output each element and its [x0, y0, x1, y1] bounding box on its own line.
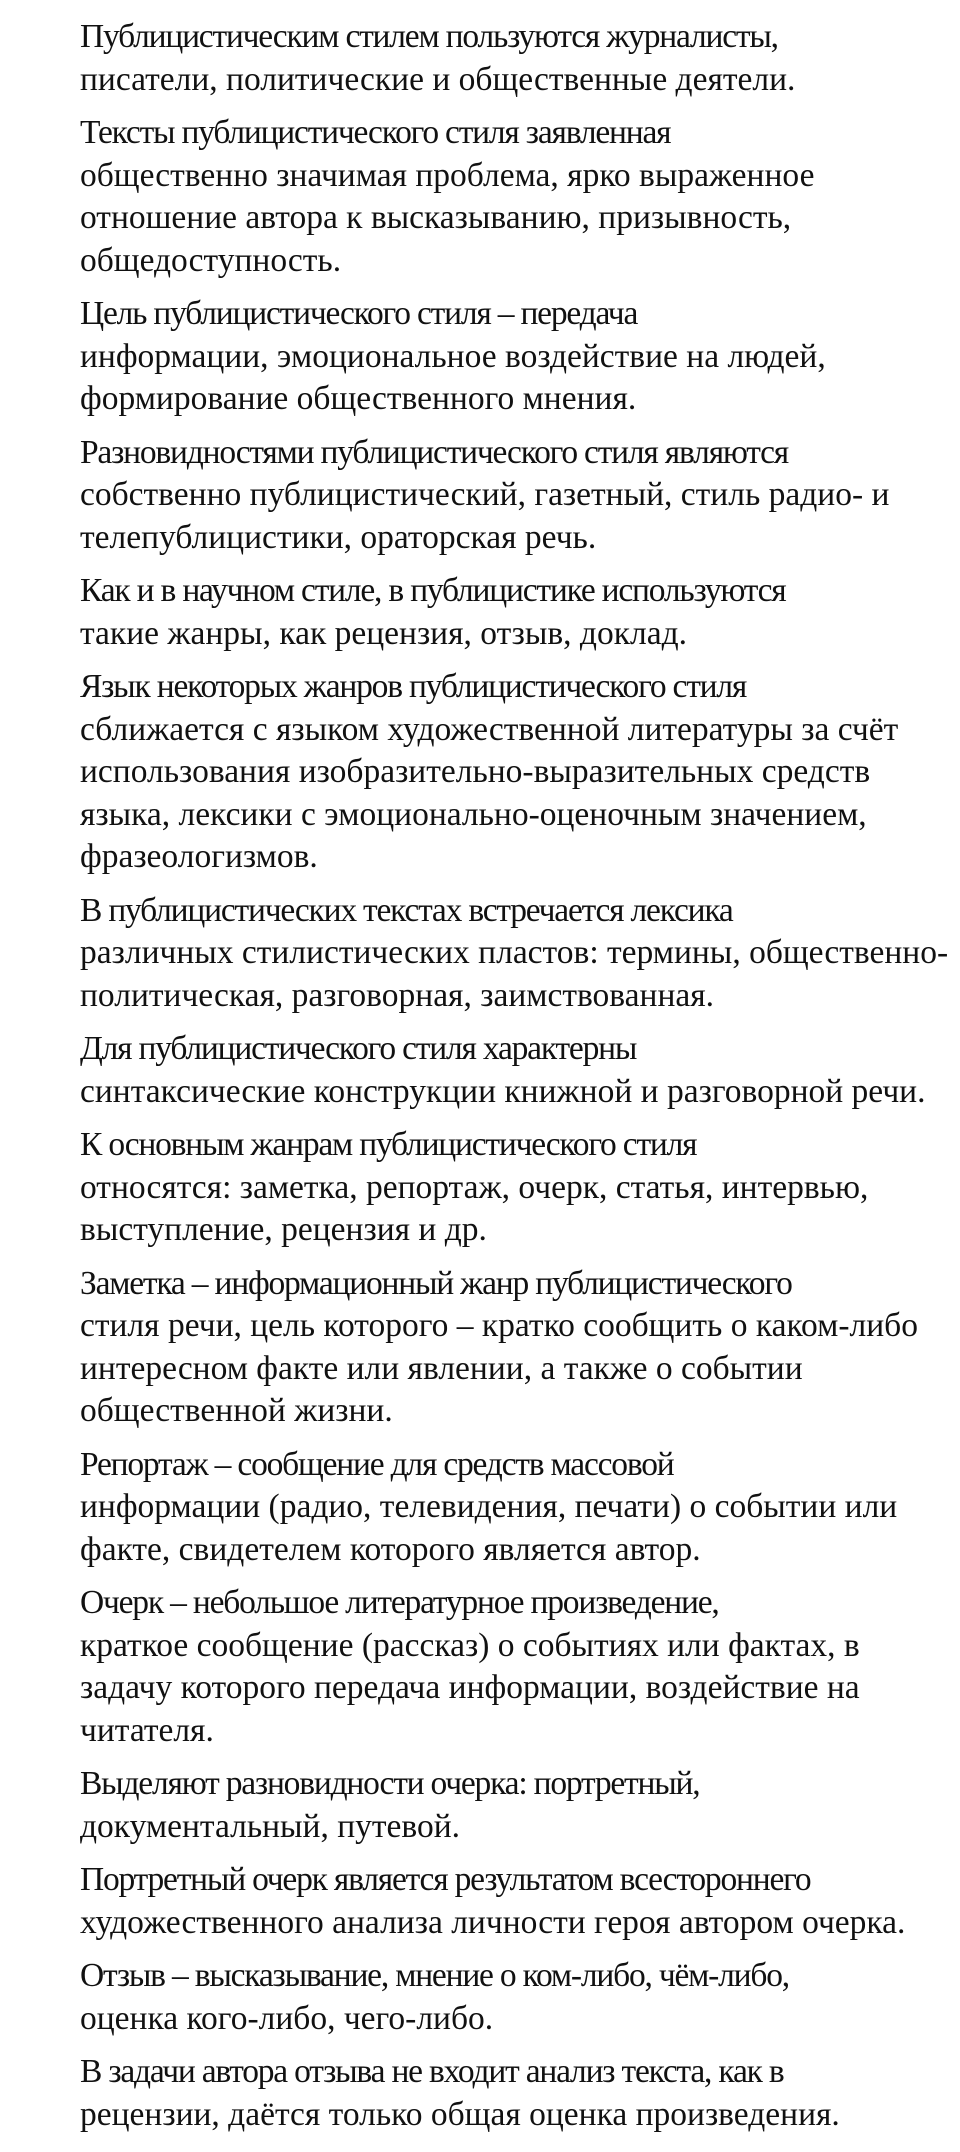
- text-line: телепублицистики, ораторская речь.: [80, 518, 597, 556]
- paragraph: [6, 1582, 954, 1752]
- text-line: рецензии, даётся только общая оценка произведения.: [80, 2095, 840, 2133]
- text-line: выступление, рецензия и др.: [80, 1211, 487, 1248]
- paragraph: [6, 1763, 954, 1848]
- paragraph: [6, 293, 954, 421]
- text-line: читателя.: [80, 1711, 214, 1749]
- text-line: задачу которого передача информации, воздействие на: [80, 1669, 860, 1706]
- text-line: интересном факте или явлении, а также о событии: [80, 1349, 803, 1387]
- text-line: краткое сообщение (рассказ) о событиях или фактах, в: [80, 1626, 860, 1664]
- text-line: Публицистическим стилем пользуются журналисты,: [80, 18, 778, 55]
- text-line: сближается с языком художественной литературы за счёт: [80, 710, 899, 748]
- text-line: относятся: заметка, репортаж, очерк, статья, интервью,: [80, 1168, 869, 1206]
- text-line: Отзыв – высказывание, мнение о ком-либо, чём-либо,: [80, 1957, 789, 1994]
- text-line: информации, эмоциональное воздействие на людей,: [80, 337, 826, 375]
- paragraph: [6, 1444, 954, 1572]
- text-line: К основным жанрам публицистического стиля: [80, 1126, 697, 1163]
- text-line: писатели, политические и общественные деятели.: [80, 60, 796, 98]
- paragraph: [6, 432, 954, 560]
- text-line: политическая, разговорная, заимствованная.: [80, 976, 715, 1014]
- text-line: использования изобразительно-выразительных средств: [80, 753, 871, 790]
- text-line: Для публицистического стиля характерны: [80, 1030, 637, 1067]
- text-line: Очерк – небольшое литературное произведение,: [80, 1584, 719, 1621]
- text-line: документальный, путевой.: [80, 1807, 461, 1845]
- paragraph: [6, 890, 954, 1018]
- text-line: Выделяют разновидности очерка: портретный,: [80, 1765, 700, 1802]
- text-line: языка, лексики с эмоционально-оценочным значением,: [80, 795, 867, 833]
- paragraph: [6, 570, 954, 655]
- text-line: художественного анализа личности героя автором очерка.: [80, 1903, 906, 1941]
- text-line: оценка кого-либо, чего-либо.: [80, 1999, 494, 2037]
- text-line: отношение автора к высказыванию, призывность,: [80, 199, 792, 236]
- text-line: различных стилистических пластов: термины, общественно-: [80, 934, 949, 971]
- text-line: Цель публицистического стиля – передача: [80, 295, 638, 332]
- text-line: Тексты публицистического стиля заявленная: [80, 114, 671, 151]
- paragraph: [6, 16, 954, 101]
- text-line: Портретный очерк является результатом всестороннего: [80, 1861, 811, 1898]
- text-line: Как и в научном стиле, в публицистике используются: [80, 572, 786, 609]
- paragraph: [6, 1955, 954, 2040]
- text-line: общедоступность.: [80, 241, 342, 279]
- text-line: собственно публицистический, газетный, стиль радио- и: [80, 476, 890, 513]
- text-line: такие жанры, как рецензия, отзыв, доклад.: [80, 614, 688, 652]
- text-line: общественной жизни.: [80, 1392, 393, 1429]
- text-line: синтаксические конструкции книжной и разговорной речи.: [80, 1072, 926, 1110]
- text-line: стиля речи, цель которого – кратко сообщить о каком-либо: [80, 1307, 918, 1344]
- text-line: Язык некоторых жанров публицистического стиля: [80, 668, 747, 705]
- paragraph: [6, 1859, 954, 1944]
- text-line: фразеологизмов.: [80, 838, 318, 875]
- paragraph: [6, 2051, 954, 2136]
- text-line: факте, свидетелем которого является автор.: [80, 1530, 701, 1568]
- text-line: информации (радио, телевидения, печати) о событии или: [80, 1488, 898, 1525]
- text-line: формирование общественного мнения.: [80, 380, 637, 417]
- paragraph: [6, 112, 954, 282]
- paragraph: [6, 666, 954, 879]
- text-line: Репортаж – сообщение для средств массовой: [80, 1445, 674, 1483]
- text-line: В публицистических текстах встречается лексика: [80, 891, 733, 929]
- text-line: Разновидностями публицистического стиля являются: [80, 433, 789, 471]
- paragraph: [6, 1263, 954, 1433]
- text-line: Заметка – информационный жанр публицистического: [80, 1264, 792, 1302]
- text-line: В задачи автора отзыва не входит анализ текста, как в: [80, 2053, 784, 2090]
- paragraph: [6, 1124, 954, 1252]
- text-line: общественно значимая проблема, ярко выраженное: [80, 156, 815, 194]
- paragraph: [6, 1028, 954, 1113]
